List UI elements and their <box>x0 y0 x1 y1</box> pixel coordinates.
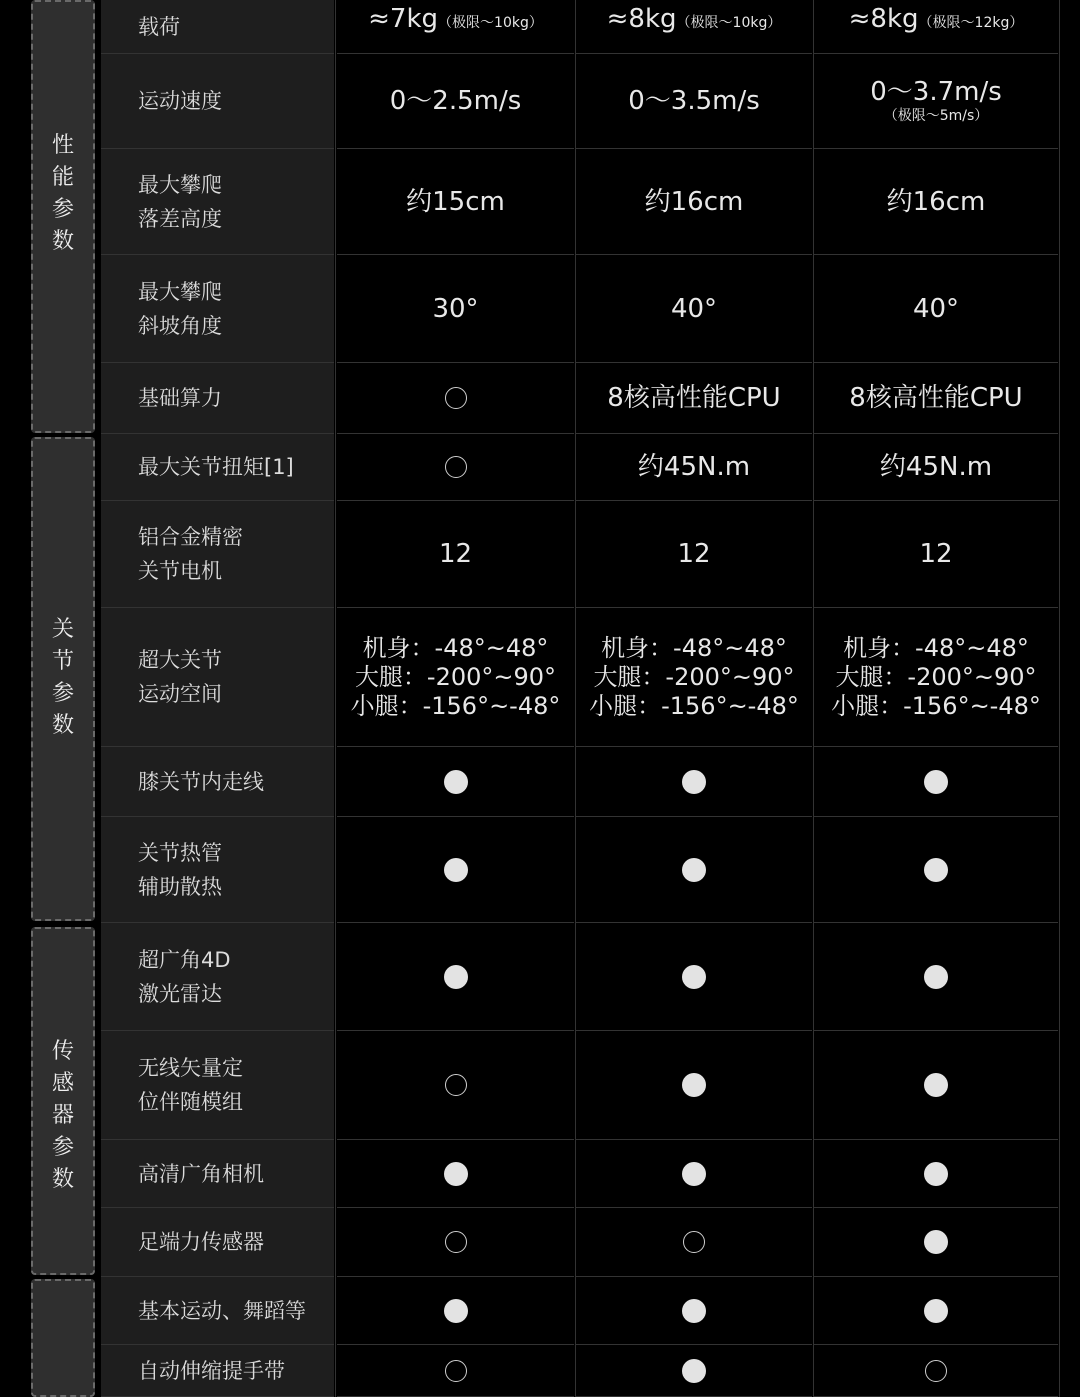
table-cell <box>576 923 812 1031</box>
column-divider <box>335 0 336 1397</box>
cell-value: 8核高性能CPU <box>849 383 1023 413</box>
filled-circle-icon <box>924 1162 948 1186</box>
filled-circle-icon <box>682 1073 706 1097</box>
table-cell <box>576 434 812 501</box>
table-cell <box>814 1277 1058 1345</box>
row-label: 最大攀爬 斜坡角度 <box>101 255 334 363</box>
cell-value: ≈7kg <box>368 4 439 34</box>
cell-value: 约16cm <box>886 186 986 217</box>
joint-range-value: 机身：-48°~48° 大腿：-200°~90° 小腿：-156°~-48° <box>831 633 1041 720</box>
filled-circle-icon <box>444 1162 468 1186</box>
joint-range-value: 机身：-48°~48° 大腿：-200°~90° 小腿：-156°~-48° <box>589 633 799 720</box>
row-label: 超广角4D 激光雷达 <box>101 923 334 1031</box>
table-cell <box>576 1140 812 1208</box>
category-sensor <box>31 927 95 1275</box>
table-cell <box>576 0 812 54</box>
filled-circle-icon <box>924 1299 948 1323</box>
cell-value: 12 <box>438 539 473 569</box>
row-label: 铝合金精密 关节电机 <box>101 501 334 608</box>
table-cell <box>337 1345 574 1397</box>
cell-limit-note: （极限～5m/s） <box>883 108 989 124</box>
category-perf <box>31 0 95 433</box>
cell-value: 30° <box>432 293 479 324</box>
cell-limit-note: （极限～10kg） <box>676 15 782 31</box>
table-cell <box>814 363 1058 434</box>
cell-value: 约16cm <box>644 186 744 217</box>
table-cell <box>337 923 574 1031</box>
table-cell <box>337 817 574 923</box>
filled-circle-icon <box>682 1359 706 1383</box>
table-cell <box>814 608 1058 747</box>
category-func <box>31 1279 95 1397</box>
row-label: 膝关节内走线 <box>101 747 334 817</box>
table-cell <box>814 817 1058 923</box>
cell-value: 40° <box>912 293 960 324</box>
table-cell <box>814 501 1058 608</box>
table-cell <box>576 501 812 608</box>
table-cell <box>576 1345 812 1397</box>
cell-value: 8核高性能CPU <box>607 383 781 413</box>
row-label: 无线矢量定 位伴随模组 <box>101 1031 334 1140</box>
cell-value: ≈8kg <box>606 4 677 34</box>
empty-circle-icon <box>925 1360 947 1382</box>
empty-circle-icon <box>445 1074 467 1096</box>
table-cell <box>814 923 1058 1031</box>
cell-value: 0～2.5m/s <box>389 86 522 116</box>
filled-circle-icon <box>444 1299 468 1323</box>
table-cell <box>576 1031 812 1140</box>
table-cell <box>337 1140 574 1208</box>
filled-circle-icon <box>924 1230 948 1254</box>
row-label: 超大关节 运动空间 <box>101 608 334 747</box>
filled-circle-icon <box>682 965 706 989</box>
table-cell <box>337 255 574 363</box>
table-cell <box>576 747 812 817</box>
table-cell <box>337 149 574 255</box>
table-cell <box>814 0 1058 54</box>
cell-value: 12 <box>677 539 711 569</box>
filled-circle-icon <box>444 770 468 794</box>
table-cell <box>814 255 1058 363</box>
filled-circle-icon <box>924 858 948 882</box>
table-cell <box>814 434 1058 501</box>
row-label: 最大关节扭矩[1] <box>101 434 334 501</box>
table-cell <box>337 1031 574 1140</box>
column-divider <box>1059 0 1060 1397</box>
table-cell <box>337 0 574 54</box>
table-cell <box>576 1208 812 1277</box>
table-cell <box>576 608 812 747</box>
table-cell <box>337 54 574 149</box>
joint-range-value: 机身：-48°~48° 大腿：-200°~90° 小腿：-156°~-48° <box>350 633 561 720</box>
filled-circle-icon <box>682 1162 706 1186</box>
filled-circle-icon <box>924 1073 948 1097</box>
row-label: 基础算力 <box>101 363 334 434</box>
cell-value: 40° <box>670 293 718 324</box>
table-cell <box>576 1277 812 1345</box>
category-label: 传 感 器 参 数 <box>51 1039 74 1192</box>
empty-circle-icon <box>445 456 467 478</box>
table-cell <box>576 255 812 363</box>
cell-value: 约45N.m <box>637 452 751 482</box>
row-label: 运动速度 <box>101 54 334 149</box>
row-label: 基本运动、舞蹈等 <box>101 1277 334 1345</box>
empty-circle-icon <box>445 387 467 409</box>
cell-value: ≈8kg <box>848 4 919 34</box>
row-label: 高清广角相机 <box>101 1140 334 1208</box>
row-label: 载荷 <box>101 0 334 54</box>
filled-circle-icon <box>682 858 706 882</box>
filled-circle-icon <box>924 965 948 989</box>
row-label: 最大攀爬 落差高度 <box>101 149 334 255</box>
table-cell <box>576 149 812 255</box>
table-cell <box>814 1345 1058 1397</box>
cell-value: 约45N.m <box>879 452 993 482</box>
table-cell <box>337 434 574 501</box>
category-label: 关 节 参 数 <box>51 617 74 738</box>
cell-value: 0～3.5m/s <box>628 86 760 116</box>
table-cell <box>814 149 1058 255</box>
category-label: 性 能 参 数 <box>51 133 74 254</box>
row-label: 关节热管 辅助散热 <box>101 817 334 923</box>
table-cell <box>337 747 574 817</box>
filled-circle-icon <box>924 770 948 794</box>
table-cell <box>337 501 574 608</box>
table-cell <box>814 1208 1058 1277</box>
cell-limit-note: （极限～12kg） <box>918 15 1024 31</box>
filled-circle-icon <box>682 770 706 794</box>
filled-circle-icon <box>444 858 468 882</box>
cell-limit-note: （极限～10kg） <box>438 15 543 31</box>
table-cell <box>814 54 1058 149</box>
cell-value: 约15cm <box>406 186 505 217</box>
empty-circle-icon <box>683 1231 705 1253</box>
table-cell <box>576 54 812 149</box>
filled-circle-icon <box>682 1299 706 1323</box>
table-cell <box>814 1031 1058 1140</box>
filled-circle-icon <box>444 965 468 989</box>
table-cell <box>814 1140 1058 1208</box>
cell-value: 0～3.7m/s <box>870 77 1002 107</box>
table-cell <box>337 363 574 434</box>
cell-value: 12 <box>919 539 953 569</box>
empty-circle-icon <box>445 1231 467 1253</box>
empty-circle-icon <box>445 1360 467 1382</box>
row-label: 足端力传感器 <box>101 1208 334 1277</box>
table-cell <box>576 363 812 434</box>
table-cell <box>337 608 574 747</box>
row-label: 自动伸缩提手带 <box>101 1345 334 1397</box>
table-cell <box>337 1208 574 1277</box>
table-cell <box>337 1277 574 1345</box>
category-joint <box>31 437 95 921</box>
table-cell <box>576 817 812 923</box>
table-cell <box>814 747 1058 817</box>
